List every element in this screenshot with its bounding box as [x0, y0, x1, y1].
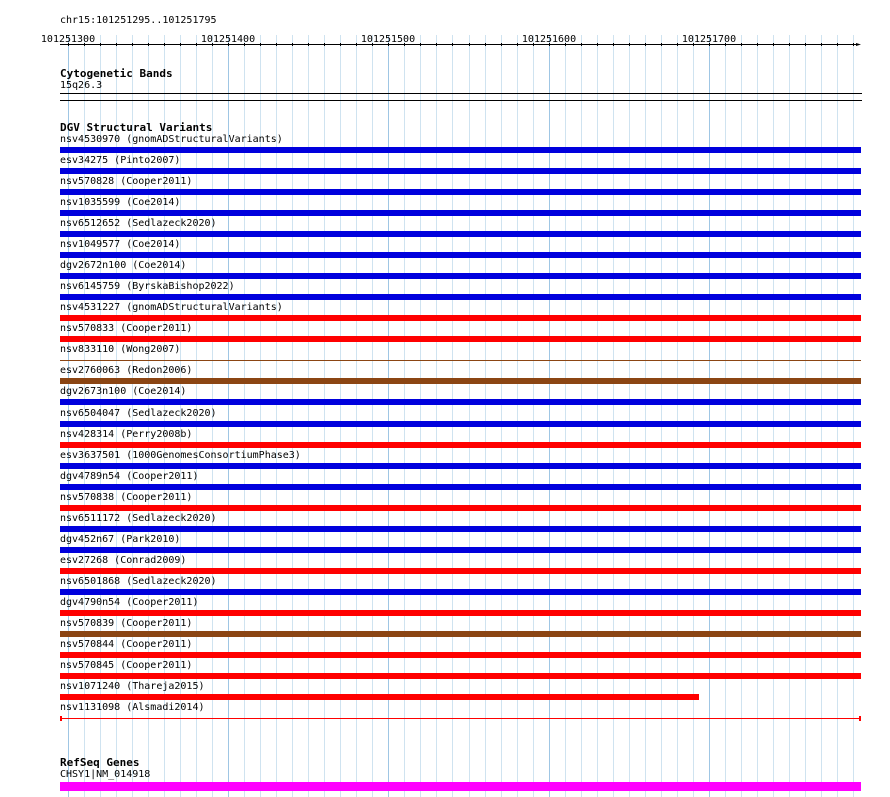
variant-label[interactable]: nsv1049577 (Coe2014) — [60, 239, 181, 250]
variant-bar[interactable] — [60, 168, 861, 174]
ruler-tick-label: 101251600 — [521, 34, 577, 45]
variant-bar[interactable] — [60, 231, 861, 237]
variant-bar[interactable] — [60, 360, 861, 361]
variant-bar[interactable] — [60, 505, 861, 511]
variant-label[interactable]: nsv570845 (Cooper2011) — [60, 660, 193, 671]
gene-bar[interactable] — [60, 782, 861, 791]
variant-label[interactable]: nsv6511172 (Sedlazeck2020) — [60, 513, 217, 524]
variant-label[interactable]: esv2760063 (Redon2006) — [60, 365, 193, 376]
variant-label[interactable]: nsv570833 (Cooper2011) — [60, 323, 193, 334]
variant-label[interactable]: dgv2673n100 (Coe2014) — [60, 386, 187, 397]
variant-label[interactable]: nsv1035599 (Coe2014) — [60, 197, 181, 208]
variant-label[interactable]: nsv6145759 (ByrskaBishop2022) — [60, 281, 235, 292]
variant-bar[interactable] — [60, 568, 861, 574]
variant-label[interactable]: nsv6512652 (Sedlazeck2020) — [60, 218, 217, 229]
refseq-track-title: RefSeq Genes — [60, 756, 140, 769]
variant-bar[interactable] — [60, 652, 861, 658]
variant-bar[interactable] — [60, 294, 861, 300]
variant-bar[interactable] — [60, 315, 861, 321]
variant-label[interactable]: nsv570839 (Cooper2011) — [60, 618, 193, 629]
cytoband-line-bottom — [60, 100, 862, 101]
variant-label[interactable]: nsv1071240 (Thareja2015) — [60, 681, 205, 692]
ruler-axis[interactable] — [60, 31, 862, 34]
variant-label[interactable]: esv3637501 (1000GenomesConsortiumPhase3) — [60, 450, 301, 461]
variant-bar[interactable] — [60, 526, 861, 532]
region-label: chr15:101251295..101251795 — [60, 15, 217, 26]
variant-bar[interactable] — [60, 273, 861, 279]
ruler-tick-label: 101251400 — [200, 34, 256, 45]
variant-bar[interactable] — [60, 399, 861, 405]
variant-label[interactable]: nsv570844 (Cooper2011) — [60, 639, 193, 650]
variant-bar[interactable] — [60, 631, 861, 637]
ruler-tick-label: 101251300 — [40, 34, 96, 45]
variant-bar[interactable] — [60, 252, 861, 258]
variant-label[interactable]: nsv6504047 (Sedlazeck2020) — [60, 408, 217, 419]
ruler-arrow — [856, 43, 861, 46]
dgv-track-title: DGV Structural Variants — [60, 121, 213, 134]
variant-label[interactable]: nsv833110 (Wong2007) — [60, 344, 181, 355]
gene-label[interactable]: CHSY1|NM_014918 — [60, 769, 151, 780]
variant-label[interactable]: nsv428314 (Perry2008b) — [60, 429, 193, 440]
cytoband-line-top — [60, 93, 862, 94]
variant-bar[interactable] — [60, 378, 861, 384]
variant-label[interactable]: nsv4531227 (gnomADStructuralVariants) — [60, 302, 283, 313]
cytoband-label[interactable]: 15q26.3 — [60, 80, 103, 91]
variant-label[interactable]: dgv4790n54 (Cooper2011) — [60, 597, 199, 608]
ruler-tick-label: 101251700 — [681, 34, 737, 45]
variant-bar[interactable] — [60, 589, 861, 595]
variant-bar[interactable] — [60, 547, 861, 553]
variant-bar[interactable] — [60, 694, 699, 700]
variant-label[interactable]: dgv2672n100 (Coe2014) — [60, 260, 187, 271]
variant-bar[interactable] — [60, 421, 861, 427]
variant-label[interactable]: dgv452n67 (Park2010) — [60, 534, 181, 545]
variant-bar[interactable] — [60, 484, 861, 490]
variant-label[interactable]: nsv570828 (Cooper2011) — [60, 176, 193, 187]
variant-label[interactable]: nsv4530970 (gnomADStructuralVariants) — [60, 134, 283, 145]
variant-label[interactable]: dgv4789n54 (Cooper2011) — [60, 471, 199, 482]
variant-bar[interactable] — [60, 210, 861, 216]
ruler-svg — [60, 43, 862, 46]
variant-label[interactable]: nsv6501868 (Sedlazeck2020) — [60, 576, 217, 587]
variant-bar[interactable] — [60, 336, 861, 342]
variant-bar[interactable] — [60, 189, 861, 195]
variant-bar-cap — [859, 716, 861, 721]
variant-bar[interactable] — [60, 610, 861, 616]
variant-bar[interactable] — [60, 463, 861, 469]
variant-label[interactable]: esv34275 (Pinto2007) — [60, 155, 181, 166]
variant-bar[interactable] — [60, 718, 861, 719]
variant-bar[interactable] — [60, 442, 861, 448]
variant-label[interactable]: nsv570838 (Cooper2011) — [60, 492, 193, 503]
variant-label[interactable]: esv27268 (Conrad2009) — [60, 555, 187, 566]
variant-bar[interactable] — [60, 673, 861, 679]
cytoband-track-title: Cytogenetic Bands — [60, 67, 173, 80]
ruler-tick-label: 101251500 — [360, 34, 416, 45]
variant-bar-cap — [60, 716, 62, 721]
variant-label[interactable]: nsv1131098 (Alsmadi2014) — [60, 702, 205, 713]
variant-bar[interactable] — [60, 147, 861, 153]
